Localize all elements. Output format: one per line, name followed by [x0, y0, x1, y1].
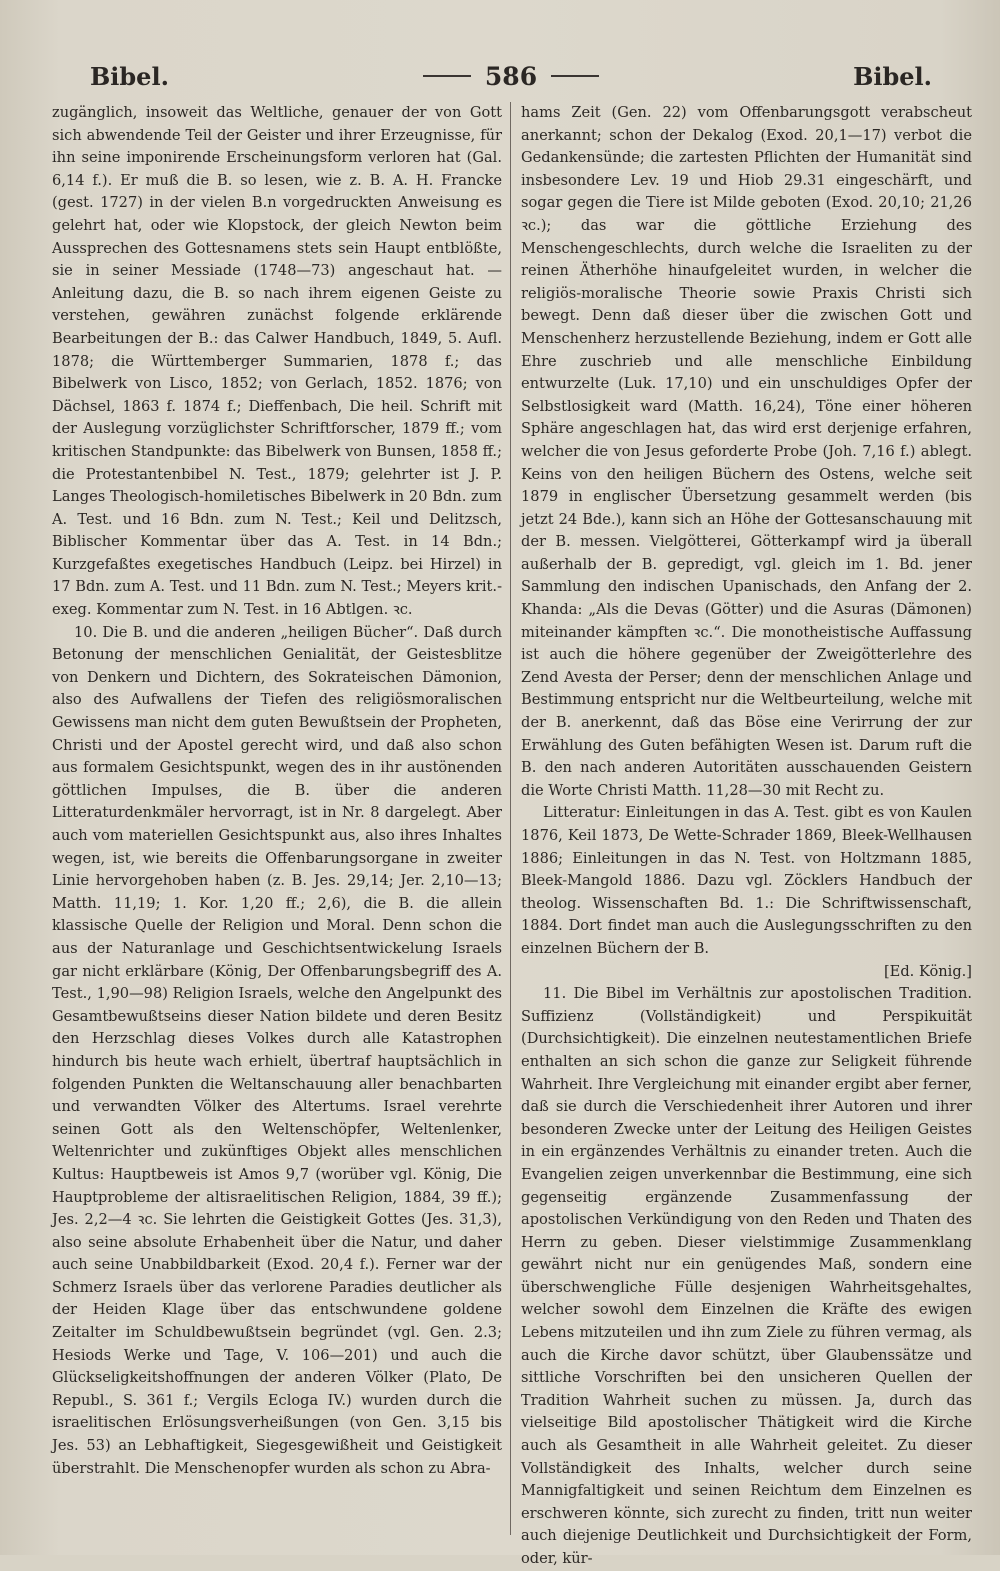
header-right-title: Bibel.: [853, 61, 932, 91]
page-number: 586: [484, 61, 538, 91]
paragraph-literature: Litteratur: Einleitungen in das A. Test. gibt es von Kaulen 1876, Keil 1873, De Wette-Schrader 1869, Bleek-Wellhausen 1886; Einleitungen in das N. Test. von Holtzmann 1885, Bleek-Mangold 1886. Dazu vgl. Zöcklers Handbuch der theolog. Wissenschaften Bd. 1.: Die Schriftwissenschaft, 1884. Dort findet man auch die Auslegungsschriften zu den einzelnen Büchern der B.: [521, 804, 972, 957]
header-left-title: Bibel.: [90, 61, 169, 91]
paragraph-section-11: 11. Die Bibel im Verhältnis zur apostolischen Tradition. Suffizienz (Vollständigkeit) und Perspikuität (Durchsichtigkeit). Die einzelnen neutestamentlichen Briefe enthalten an sich schon die ganze zur Seligkeit führende Wahrheit. Ihre Vergleichung mit einander ergibt aber ferner, daß sie durch die Verschiedenheit ihrer Autoren und ihrer besonderen Zwecke unter der Leitung des Heiligen Geistes in ein ergänzendes Verhältnis zu einander treten. Auch die Evangelien zeigen unverkennbar die Bestimmung, eine sich gegenseitig ergänzende Zusammenfassung der apostolischen Verkündigung von den Reden und Thaten des Herrn zu geben. Dieser vielstimmige Zusammenklang gewährt nicht nur ein genügendes Maß, sondern eine überschwengliche Fülle desjenigen Wahrheitsgehaltes, welcher sowohl dem Einzelnen die Kräfte des ewigen Lebens mitzuteilen und ihn zum Ziele zu führen vermag, als auch die Kirche davor schützt, über Glaubenssätze und sittliche Vorschriften bei den unsicheren Quellen der Tradition Wahrheit suchen zu müssen. Ja, durch das vielseitige Bild apostolischer Thätigkeit wird die Kirche auch als Gesamtheit in alle Wahrheit geleitet. Zu dieser Vollständigkeit des Inhalts, welcher durch seine Mannigfaltigkeit und seinen Reichtum dem Einzelnen es erschweren könnte, sich zurecht zu finden, tritt nun weiter auch diejenige Deutlichkeit und Durchsichtigkeit der Form, oder, kür-: [521, 985, 972, 1567]
left-column: [52, 102, 510, 1535]
author-signature: [Ed. König.]: [883, 962, 972, 980]
right-column: [510, 102, 972, 1567]
paragraph-section-10: 10. Die B. und die anderen „heiligen Bücher“. Daß durch Betonung der menschlichen Genialität, der Geistesblitze von Denkern und Dichtern, des Sokrateischen Dämonion, also des Aufwallens der Tiefen des religiösmoralischen Gewissens man nicht dem guten Bewußtsein der Propheten, Christi und der Apostel gerecht wird, und daß also schon aus formalem Gesichtspunkt, wegen des in ihr austönenden göttlichen Impulses, die B. über die anderen Litteraturdenkmäler hervorragt, ist in Nr. 8 dargelegt. Aber auch vom materiellen Gesichtspunkt aus, also ihres Inhaltes wegen, ist, wie bereits die Offenbarungsorgane in zweiter Linie hervorgehoben haben (z. B. Jes. 29,14; Jer. 2,10—13; Matth. 11,19; 1. Kor. 1,20 ff.; 2,6), die B. die allein klassische Quelle der Religion und Moral. Denn schon die aus der Naturanlage und Geschichtsentwickelung Israels gar nicht erklärbare (König, Der Offenbarungsbegriff des A. Test., 1,90—98) Religion Israels, welche den Angelpunkt des Gesamtbewußtseins dieser Nation bildete und deren Besitz den Herzschlag dieses Volkes durch alle Katastrophen hindurch bis heute wach erhielt, übertraf hauptsächlich in folgenden Punkten die Weltanschauung aller benachbarten und verwandten Völker des Altertums. Israel verehrte seinen Gott als den Weltenschöpfer, Weltenlenker, Weltenrichter und zukünftiges Objekt alles menschlichen Kultus: Hauptbeweis ist Amos 9,7 (worüber vgl. König, Die Hauptprobleme der altisraelitischen Religion, 1884, 39 ff.); Jes. 2,2—4 ꝛc. Sie lehrten die Geistigkeit Gottes (Jes. 31,3), also seine absolute Erhabenheit über die Natur, und daher auch seine Unabbildbarkeit (Exod. 20,4 f.). Ferner war der Schmerz Israels über das verlorene Paradies deutlicher als der Heiden Klage über das entschwundene goldene Zeitalter im Schuldbewußtsein begründet (vgl. Gen. 2.3; Hesiods Werke und Tage, V. 106—201) und auch die Glückseligkeitshoffnungen der anderen Völker (Plato, De Republ., S. 361 f.; Vergils Ecloga IV.) wurden durch die israelitischen Erlösungsverheißungen (von Gen. 3,15 bis Jes. 53) an Lebhaftigkeit, Siegesgewißheit und Geistigkeit überstrahlt. Die Menschenopfer wurden als schon zu Abra-: [52, 623, 502, 1477]
running-header: [90, 56, 932, 96]
paragraph-usage-literature: zugänglich, insoweit das Weltliche, genauer der von Gott sich abwendende Teil der Geister und ihrer Erzeugnisse, für ihn seine imponirende Erscheinungsform verloren hat (Gal. 6,14 f.). Er muß die B. so lesen, wie z. B. A. H. Francke (gest. 1727) in der vielen B.n vorgedruckten Anweisung es gelehrt hat, oder wie Klopstock, der gleich Newton beim Aussprechen des Gottesnamens stets sein Haupt entblößte, sie in seiner Messiade (1748—73) angeschaut hat. — Anleitung dazu, die B. so nach ihrem eigenen Geiste zu verstehen, gewähren zunächst folgende erklärende Bearbeitungen der B.: das Calwer Handbuch, 1849, 5. Aufl. 1878; die Württemberger Summarien, 1878 f.; das Bibelwerk von Lisco, 1852; von Gerlach, 1852. 1876; von Dächsel, 1863 f. 1874 f.; Dieffenbach, Die heil. Schrift mit der Auslegung vorzüglichster Schriftforscher, 1879 ff.; vom kritischen Standpunkte: das Bibelwerk von Bunsen, 1858 ff.; die Protestantenbibel N. Test., 1879; gelehrter ist J. P. Langes Theologisch-homiletisches Bibelwerk in 20 Bdn. zum A. Test. und 16 Bdn. zum N. Test.; Keil und Delitzsch, Biblischer Kommentar über das A. Test. in 14 Bdn.; Kurzgefaßtes exegetisches Handbuch (Leipz. bei Hirzel) in 17 Bdn. zum A. Test. und 11 Bdn. zum N. Test.; Meyers krit.-exeg. Kommentar zum N. Test. in 16 Abtlgen. ꝛc.: [52, 104, 502, 619]
paragraph-continuation: hams Zeit (Gen. 22) vom Offenbarungsgott verabscheut anerkannt; schon der Dekalog (Exod. 20,1—17) verbot die Gedankensünde; die zartesten Pflichten der Humanität sind insbesondere Lev. 19 und Hiob 29.31 eingeschärft, und sogar gegen die Tiere ist Milde geboten (Exod. 20,10; 21,26 ꝛc.); das war die göttliche Erziehung des Menschengeschlechts, durch welche die Israeliten zu der reinen Ätherhöhe hinaufgeleitet wurden, in welcher die religiös-moralische Theorie sowie Praxis Christi sich bewegt. Denn daß dieser über die zwischen Gott und Menschenherz herzustellende Beziehung, indem er Gott alle Ehre zuschrieb und alle menschliche Einbildung entwurzelte (Luk. 17,10) und ein unschuldiges Opfer der Selbstlosigkeit ward (Matth. 16,24), Töne einer höheren Sphäre angeschlagen hat, das wird erst derjenige erfahren, welcher die von Jesus geforderte Probe (Joh. 7,16 f.) ablegt. Keins von den heiligen Büchern des Ostens, welche seit 1879 in englischer Übersetzung gesammelt werden (bis jetzt 24 Bde.), kann sich an Höhe der Gottesanschauung mit der B. messen. Vielgötterei, Götterkampf wird ja überall außerhalb der B. gepredigt, vgl. gleich im 1. Bd. jener Sammlung den indischen Upanischads, den Anfang der 2. Khanda: „Als die Devas (Götter) und die Asuras (Dämonen) miteinander kämpften ꝛc.“. Die monotheistische Auffassung ist auch die höhere gegenüber der Zweigötterlehre des Zend Avesta der Perser; denn der menschlichen Anlage und Bestimmung entspricht nur die Weltbeurteilung, welche mit der B. anerkennt, daß das Böse eine Verirrung der zur Erwählung des Guten befähigten Wesen ist. Darum ruft die B. den nach anderen Autoritäten ausschauenden Geistern die Worte Christi Matth. 11,28—30 mit Recht zu.: [521, 104, 972, 799]
text-columns: [52, 102, 972, 1567]
page-number-block: [423, 62, 599, 91]
folio-dash-right: [551, 75, 599, 77]
folio-dash-left: [423, 75, 471, 77]
